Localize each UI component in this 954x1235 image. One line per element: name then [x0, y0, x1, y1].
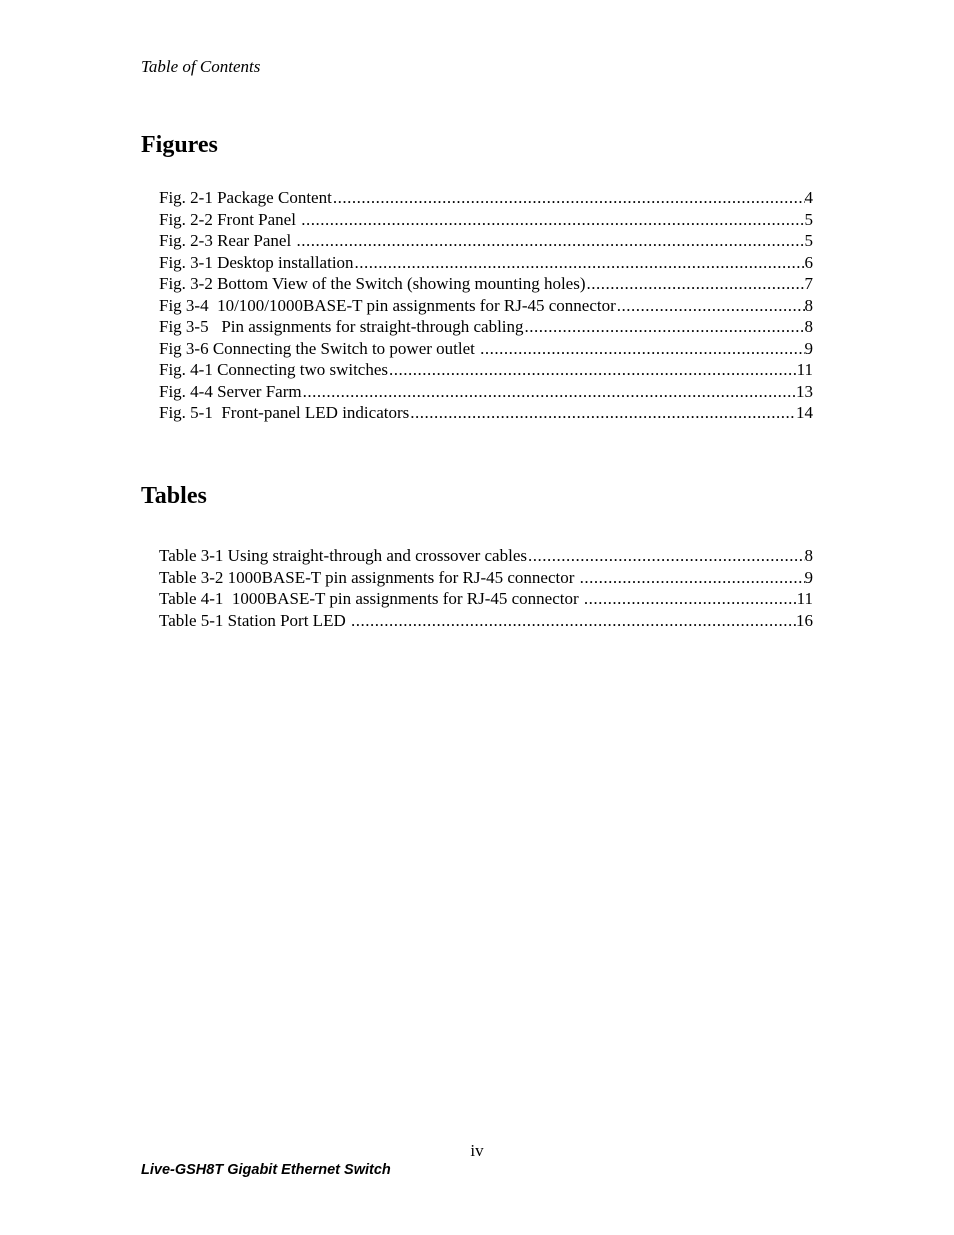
dot-leader — [479, 338, 804, 360]
entry-title: Fig. 2-2 Front Panel — [159, 209, 301, 229]
dot-leader — [295, 230, 804, 252]
dot-leader — [524, 316, 805, 338]
figures-heading: Figures — [141, 132, 218, 158]
toc-entry[interactable] — [159, 230, 813, 252]
entry-page: 13 — [796, 381, 813, 401]
dot-leader — [300, 209, 804, 231]
running-footer: Live-GSH8T Gigabit Ethernet Switch — [141, 1162, 391, 1178]
entry-title: Table 3-2 1000BASE-T pin assignments for RJ-45 connector — [159, 567, 579, 587]
entry-title: Fig. 2-3 Rear Panel — [159, 231, 296, 250]
entry-page: 5 — [804, 231, 813, 250]
toc-entry[interactable] — [159, 295, 813, 317]
entry-title: Fig. 3-1 Desktop installation — [159, 252, 354, 272]
dot-leader — [583, 588, 797, 610]
toc-entry[interactable] — [159, 402, 813, 424]
figures-list — [159, 187, 813, 424]
entry-title: Fig 3-4 10/100/1000BASE-T pin assignments for RJ-45 connector — [159, 295, 616, 315]
dot-leader — [616, 295, 805, 317]
entry-page: 9 — [804, 338, 813, 358]
page-number: iv — [470, 1141, 484, 1160]
entry-title: Table 5-1 Station Port LED — [159, 610, 350, 630]
toc-entry[interactable] — [159, 338, 813, 360]
entry-title: Fig. 4-1 Connecting two switches — [159, 360, 389, 379]
entry-title: Fig. 5-1 Front-panel LED indicators — [159, 403, 410, 422]
entry-title: Fig. 3-2 Bottom View of the Switch (showing mounting holes) — [159, 274, 586, 293]
dot-leader — [332, 187, 805, 209]
entry-title: Table 3-1 Using straight-through and crossover cables — [159, 546, 527, 565]
entry-title: Fig 3-6 Connecting the Switch to power outlet — [159, 338, 480, 358]
entry-page: 8 — [804, 546, 813, 565]
toc-entry[interactable] — [159, 252, 813, 274]
toc-entry[interactable] — [159, 187, 813, 209]
dot-leader — [409, 402, 796, 424]
entry-page: 11 — [796, 589, 813, 608]
toc-entry[interactable] — [159, 209, 813, 231]
toc-entry[interactable] — [159, 567, 813, 589]
dot-leader — [354, 252, 805, 274]
entry-title: Fig. 2-1 Package Content — [159, 188, 332, 207]
entry-title: Fig 3-5 Pin assignments for straight-through cabling — [159, 317, 524, 336]
dot-leader — [527, 545, 805, 567]
dot-leader — [586, 273, 805, 295]
toc-entry[interactable] — [159, 359, 813, 381]
entry-page: 4 — [804, 188, 813, 207]
dot-leader — [388, 359, 797, 381]
toc-entry[interactable] — [159, 588, 813, 610]
entry-page: 16 — [796, 610, 813, 630]
entry-title: Table 4-1 1000BASE-T pin assignments for RJ-45 connector — [159, 589, 583, 608]
toc-entry[interactable] — [159, 273, 813, 295]
dot-leader — [350, 610, 796, 632]
dot-leader — [302, 381, 796, 403]
toc-entry[interactable] — [159, 545, 813, 567]
tables-heading: Tables — [141, 483, 207, 509]
entry-page: 7 — [804, 274, 813, 293]
toc-entry[interactable] — [159, 381, 813, 403]
running-header: Table of Contents — [141, 57, 261, 76]
entry-page: 8 — [804, 295, 813, 315]
entry-page: 11 — [796, 360, 813, 379]
entry-page: 6 — [804, 252, 813, 272]
tables-list — [159, 545, 813, 631]
dot-leader — [579, 567, 805, 589]
entry-page: 8 — [804, 317, 813, 336]
toc-entry[interactable] — [159, 316, 813, 338]
entry-page: 9 — [804, 567, 813, 587]
toc-entry[interactable] — [159, 610, 813, 632]
entry-title: Fig. 4-4 Server Farm — [159, 381, 302, 401]
entry-page: 14 — [796, 403, 813, 422]
entry-page: 5 — [804, 209, 813, 229]
